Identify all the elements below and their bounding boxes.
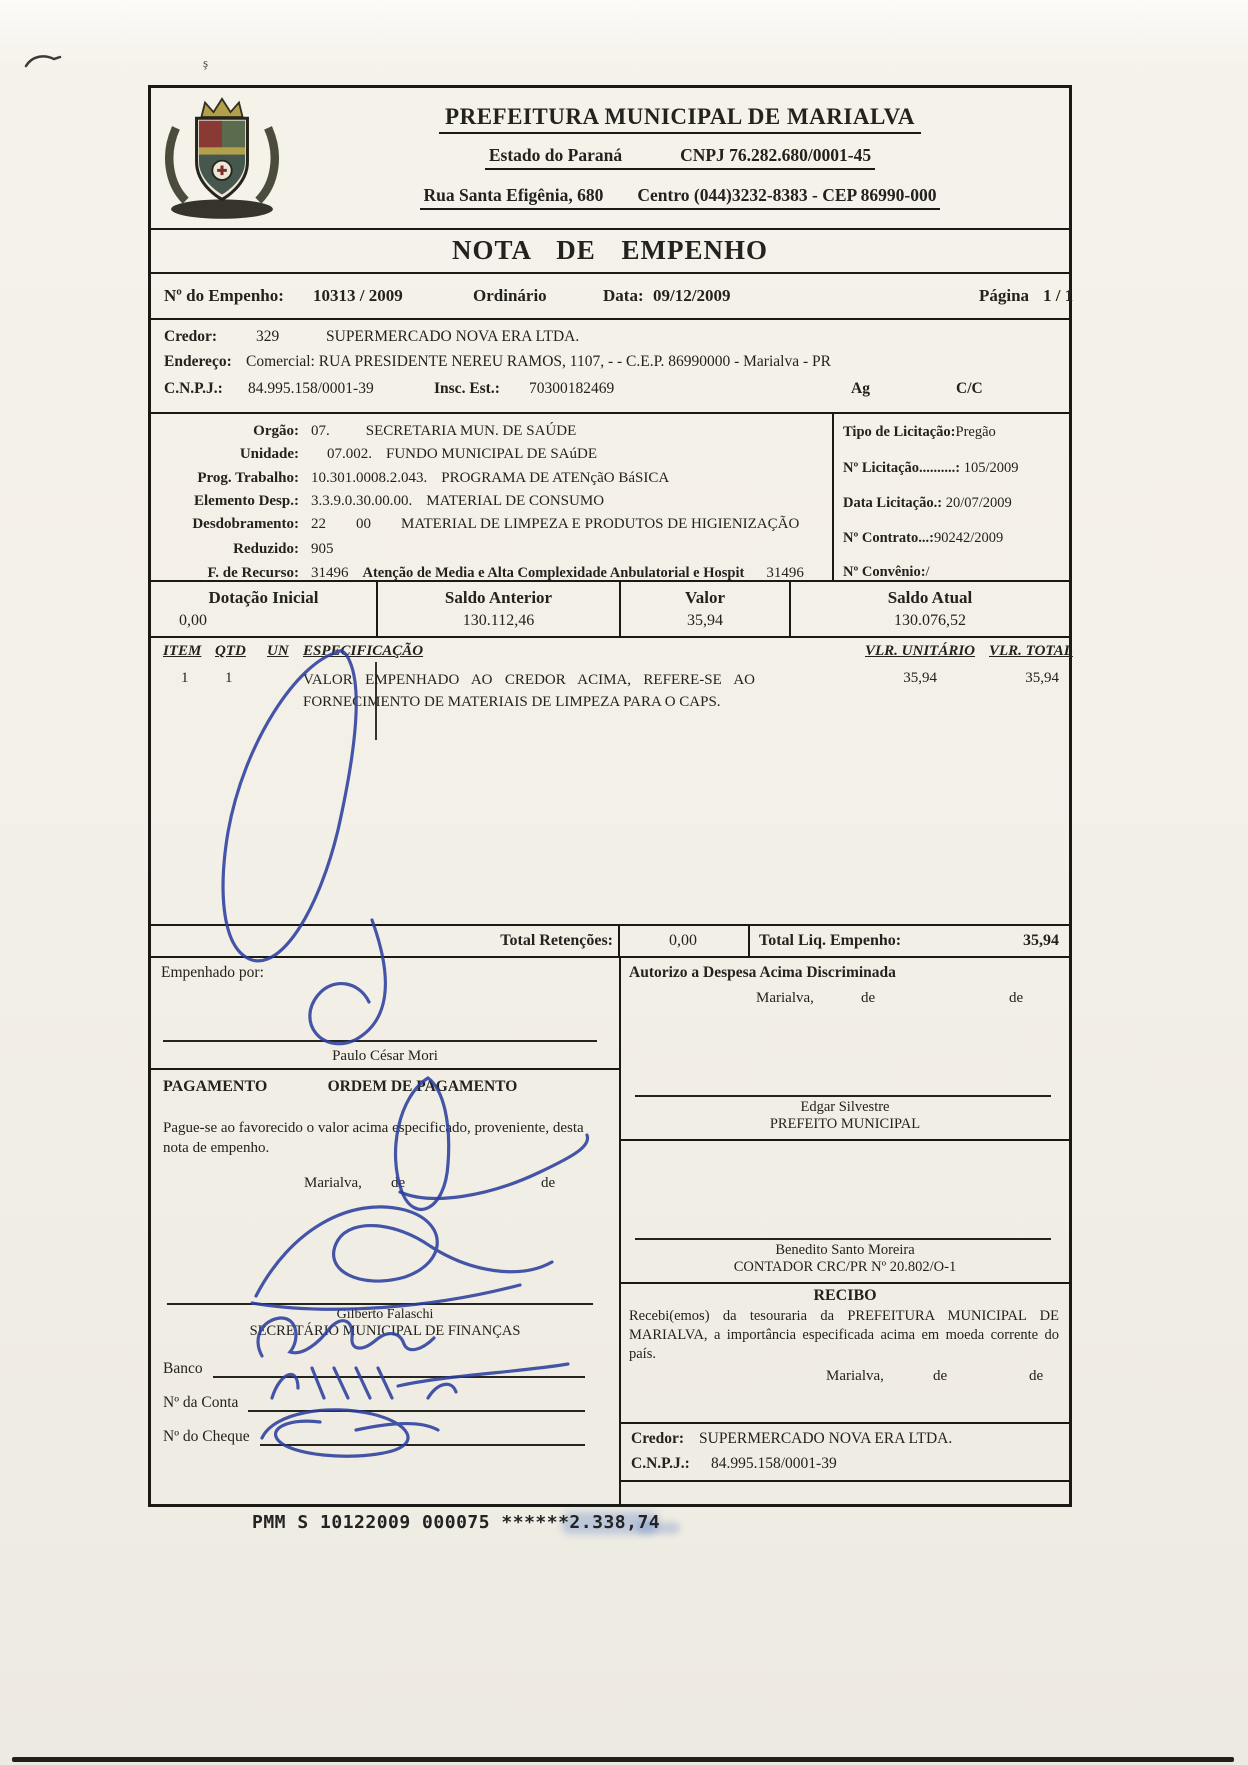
pagamento-date-line — [151, 1175, 619, 1197]
recibo-cnpj-label: C.N.P.J.: — [631, 1455, 690, 1472]
nota-de-empenho-document — [148, 85, 1072, 1507]
tipo-licitacao-label: Tipo de Licitação: — [843, 424, 956, 440]
dotacao-inicial-label: Dotação Inicial — [208, 588, 319, 607]
data-licitacao-value: 20/07/2009 — [945, 495, 1012, 511]
col-header-un: UN — [267, 643, 289, 659]
payment-column — [151, 958, 621, 1504]
recibo-date-line — [621, 1368, 1069, 1390]
empenho-date-label: Data: — [603, 286, 644, 305]
valor-label: Valor — [685, 588, 725, 607]
item-qtd: 1 — [225, 670, 233, 686]
conta-corrente-label: C/C — [956, 380, 983, 397]
autorizo-title: Autorizo a Despesa Acima Discriminada — [629, 964, 896, 981]
empenho-number-label: Nº do Empenho: — [164, 286, 284, 305]
empenhado-por-box — [151, 958, 619, 1068]
empenho-number-value: 10313 / 2009 — [313, 286, 403, 305]
elemento-desp-label: Elemento Desp.: — [194, 493, 299, 509]
ordem-pagamento-title: ORDEM DE PAGAMENTO — [327, 1078, 518, 1095]
saldo-anterior-cell — [378, 582, 621, 636]
balance-columns — [151, 580, 1069, 636]
prefeito-signature-group — [621, 1095, 1069, 1139]
totals-divider-2 — [748, 926, 750, 956]
item-vlr-total: 35,94 — [1025, 670, 1059, 686]
district-phone-cep: Centro (044)3232-8383 - CEP 86990-000 — [637, 185, 937, 205]
num-licitacao-label: Nº Licitação..........: — [843, 460, 961, 476]
document-header — [151, 88, 1069, 228]
num-contrato-label: Nº Contrato...: — [843, 530, 934, 546]
valor-value: 35,94 — [687, 612, 723, 629]
item-description-line2: FORNECIMENTO DE MATERIAIS DE LIMPEZA PARA O CAPS. — [303, 693, 721, 710]
desdobramento-label: Desdobramento: — [192, 516, 299, 532]
dotacao-inicial-cell — [151, 582, 378, 636]
recibo-text: Recebi(emos) da tesouraria da PREFEITURA MUNICIPAL DE MARIALVA, a importância especificada acima em moeda corrente do país. — [629, 1308, 1059, 1362]
de-1: de — [933, 1367, 948, 1384]
items-table — [151, 636, 1073, 924]
secretario-name: Gilberto Falaschi — [336, 1307, 434, 1322]
pen-mark-artifact — [24, 52, 64, 70]
creditor-block — [151, 318, 1069, 412]
insc-est-label: Insc. Est.: — [434, 380, 500, 397]
unidade-desc: FUNDO MUNICIPAL DE SAúDE — [386, 446, 597, 462]
num-convenio-label: Nº Convênio: — [843, 564, 926, 580]
autorizo-date-line — [621, 990, 1069, 1012]
conta-fill-line — [248, 1392, 585, 1412]
licitacao-panel — [832, 414, 1069, 580]
page-label: Página — [979, 286, 1030, 305]
creditor-address: Comercial: RUA PRESIDENTE NEREU RAMOS, 1107, - - C.E.P. 86990000 - Marialva - PR — [246, 353, 831, 370]
creditor-cnpj-label: C.N.P.J.: — [164, 380, 223, 397]
street-address: Rua Santa Efigênia, 680 — [423, 185, 604, 205]
num-licitacao-value: 105/2009 — [963, 460, 1019, 476]
municipality-cnpj: CNPJ 76.282.680/0001-45 — [680, 145, 872, 165]
creditor-code: 329 — [256, 328, 280, 345]
desdobramento-code: 22 — [311, 516, 326, 532]
coat-of-arms-icon — [161, 94, 283, 220]
contador-name: Benedito Santo Moreira — [775, 1242, 915, 1258]
total-liq-label: Total Liq. Empenho: — [759, 932, 902, 949]
item-number: 1 — [181, 670, 189, 686]
prog-trabalho-code: 10.301.0008.2.043. — [311, 470, 428, 486]
recibo-cnpj-value: 84.995.158/0001-39 — [711, 1455, 837, 1472]
creditor-address-label: Endereço: — [164, 353, 232, 370]
fonte-recurso-code2: 31496 — [766, 565, 804, 581]
de-2: de — [1009, 990, 1024, 1006]
item-description-line1: VALOR EMPENHADO AO CREDOR ACIMA, REFERE-SE AO — [303, 672, 755, 688]
saldo-anterior-label: Saldo Anterior — [444, 588, 553, 607]
col-header-vlr-unitario: VLR. UNITÁRIO — [865, 643, 976, 659]
desdobramento-desc: MATERIAL DE LIMPEZA E PRODUTOS DE HIGIENIZAÇÃO — [401, 516, 800, 532]
col-header-vlr-total: VLR. TOTAL — [989, 643, 1073, 659]
city-name: Marialva, — [756, 990, 814, 1006]
orgao-label: Orgão: — [253, 423, 299, 439]
secretario-role: SECRETÁRIO MUNICIPAL DE FINANÇAS — [249, 1323, 521, 1339]
conta-label: Nº da Conta — [163, 1394, 239, 1411]
fonte-recurso-code: 31496 — [311, 565, 349, 581]
col-header-item: ITEM — [163, 643, 202, 659]
signatures-area — [151, 956, 1069, 1504]
desdobramento-code2: 00 — [356, 516, 371, 532]
prefeito-signature-line — [635, 1095, 1051, 1097]
cheque-label: Nº do Cheque — [163, 1428, 250, 1445]
saldo-anterior-value: 130.112,46 — [462, 612, 535, 629]
total-retencoes-label: Total Retenções: — [500, 932, 613, 949]
banco-fill-line — [213, 1358, 585, 1378]
item-description — [303, 670, 755, 714]
contador-signature-line — [635, 1238, 1051, 1240]
banco-row — [163, 1358, 585, 1378]
contador-role: CONTADOR CRC/PR Nº 20.802/O-1 — [733, 1259, 957, 1275]
empenho-date-value: 09/12/2009 — [653, 286, 731, 305]
saldo-atual-label: Saldo Atual — [887, 588, 973, 607]
item-vlr-unitario: 35,94 — [903, 670, 937, 686]
saldo-atual-value: 130.076,52 — [894, 612, 966, 629]
orgao-code: 07. — [311, 423, 330, 439]
elemento-desp-desc: MATERIAL DE CONSUMO — [426, 493, 605, 509]
banco-label: Banco — [163, 1360, 203, 1377]
empenho-number-row — [151, 272, 1074, 318]
insc-est-value: 70300182469 — [529, 380, 615, 397]
creditor-name: SUPERMERCADO NOVA ERA LTDA. — [326, 328, 580, 345]
secretario-signature-line — [167, 1303, 593, 1305]
empenhado-por-label: Empenhado por: — [161, 964, 264, 981]
state-label: Estado do Paraná — [488, 145, 623, 165]
city-coat-of-arms — [161, 94, 283, 220]
unidade-label: Unidade: — [239, 446, 299, 462]
recibo-credor-name: SUPERMERCADO NOVA ERA LTDA. — [699, 1430, 953, 1447]
prog-trabalho-desc: PROGRAMA DE ATENçãO BáSICA — [441, 470, 670, 486]
reduzido-code: 905 — [311, 541, 334, 557]
cheque-fill-line — [260, 1426, 585, 1446]
document-title: NOTA DE EMPENHO — [151, 228, 1069, 272]
empenhado-signature-line — [163, 1040, 597, 1042]
recibo-box — [621, 1284, 1069, 1424]
pagamento-box — [151, 1068, 619, 1504]
pagamento-text: Pague-se ao favorecido o valor acima especificado, proveniente, desta nota de empenho. — [163, 1120, 584, 1157]
budget-classification-block — [151, 412, 1069, 580]
machine-validation-code: PMM S 10122009 000075 ******2.338,74 — [252, 1512, 661, 1533]
dotacao-inicial-value: 0,00 — [179, 612, 207, 629]
de-1: de — [391, 1174, 406, 1191]
unidade-code: 07.002. — [327, 446, 372, 462]
de-1: de — [861, 990, 876, 1006]
pagamento-title: PAGAMENTO — [163, 1078, 268, 1095]
saldo-atual-cell — [791, 582, 1069, 636]
conta-row — [163, 1392, 585, 1412]
secretario-signature-group — [151, 1303, 619, 1340]
autorizo-box — [621, 958, 1069, 1141]
prefeito-role: PREFEITO MUNICIPAL — [769, 1116, 921, 1132]
cheque-row — [163, 1426, 585, 1446]
num-convenio-value: / — [925, 564, 930, 580]
elemento-desp-code: 3.3.9.0.30.00.00. — [311, 493, 413, 509]
reduzido-label: Reduzido: — [233, 541, 299, 557]
stray-character-artifact: ş — [203, 55, 209, 70]
agencia-label: Ag — [851, 380, 870, 397]
col-header-qtd: QTD — [215, 643, 246, 659]
fonte-recurso-desc: Atenção de Media e Alta Complexidade Anbulatorial e Hospit — [362, 565, 745, 581]
contador-box — [621, 1141, 1069, 1284]
recibo-credor-label: Credor: — [631, 1430, 685, 1447]
de-2: de — [1029, 1367, 1044, 1384]
valor-cell — [621, 582, 791, 636]
page-value: 1 / 1 — [1043, 286, 1074, 305]
fonte-recurso-label: F. de Recurso: — [207, 565, 299, 581]
total-liq-value: 35,94 — [1023, 932, 1059, 949]
creditor-cnpj: 84.995.158/0001-39 — [248, 380, 374, 397]
authorization-column — [621, 958, 1069, 1504]
city-name: Marialva, — [304, 1174, 362, 1191]
data-licitacao-label: Data Licitação.: — [843, 495, 943, 511]
creditor-label: Credor: — [164, 328, 218, 345]
contador-signature-group — [621, 1238, 1069, 1282]
recibo-title: RECIBO — [813, 1287, 877, 1304]
recibo-credor-box — [621, 1424, 1069, 1482]
scan-bottom-edge — [12, 1757, 1234, 1762]
totals-row — [151, 924, 1069, 956]
empenho-kind: Ordinário — [473, 286, 547, 305]
de-2: de — [541, 1174, 556, 1191]
num-contrato-value: 90242/2009 — [933, 530, 1004, 546]
city-name: Marialva, — [826, 1367, 884, 1384]
empenhado-signer-name: Paulo César Mori — [332, 1048, 438, 1064]
orgao-desc: SECRETARIA MUN. DE SAÚDE — [365, 423, 577, 439]
col-header-especificacao: ESPECIFICAÇÃO — [303, 643, 424, 659]
total-retencoes-value: 0,00 — [669, 932, 697, 949]
prefeito-name: Edgar Silvestre — [800, 1099, 890, 1115]
prog-trabalho-label: Prog. Trabalho: — [197, 470, 299, 486]
tipo-licitacao-value: Pregão — [955, 424, 996, 440]
municipality-name: PREFEITURA MUNICIPAL DE MARIALVA — [439, 104, 921, 134]
